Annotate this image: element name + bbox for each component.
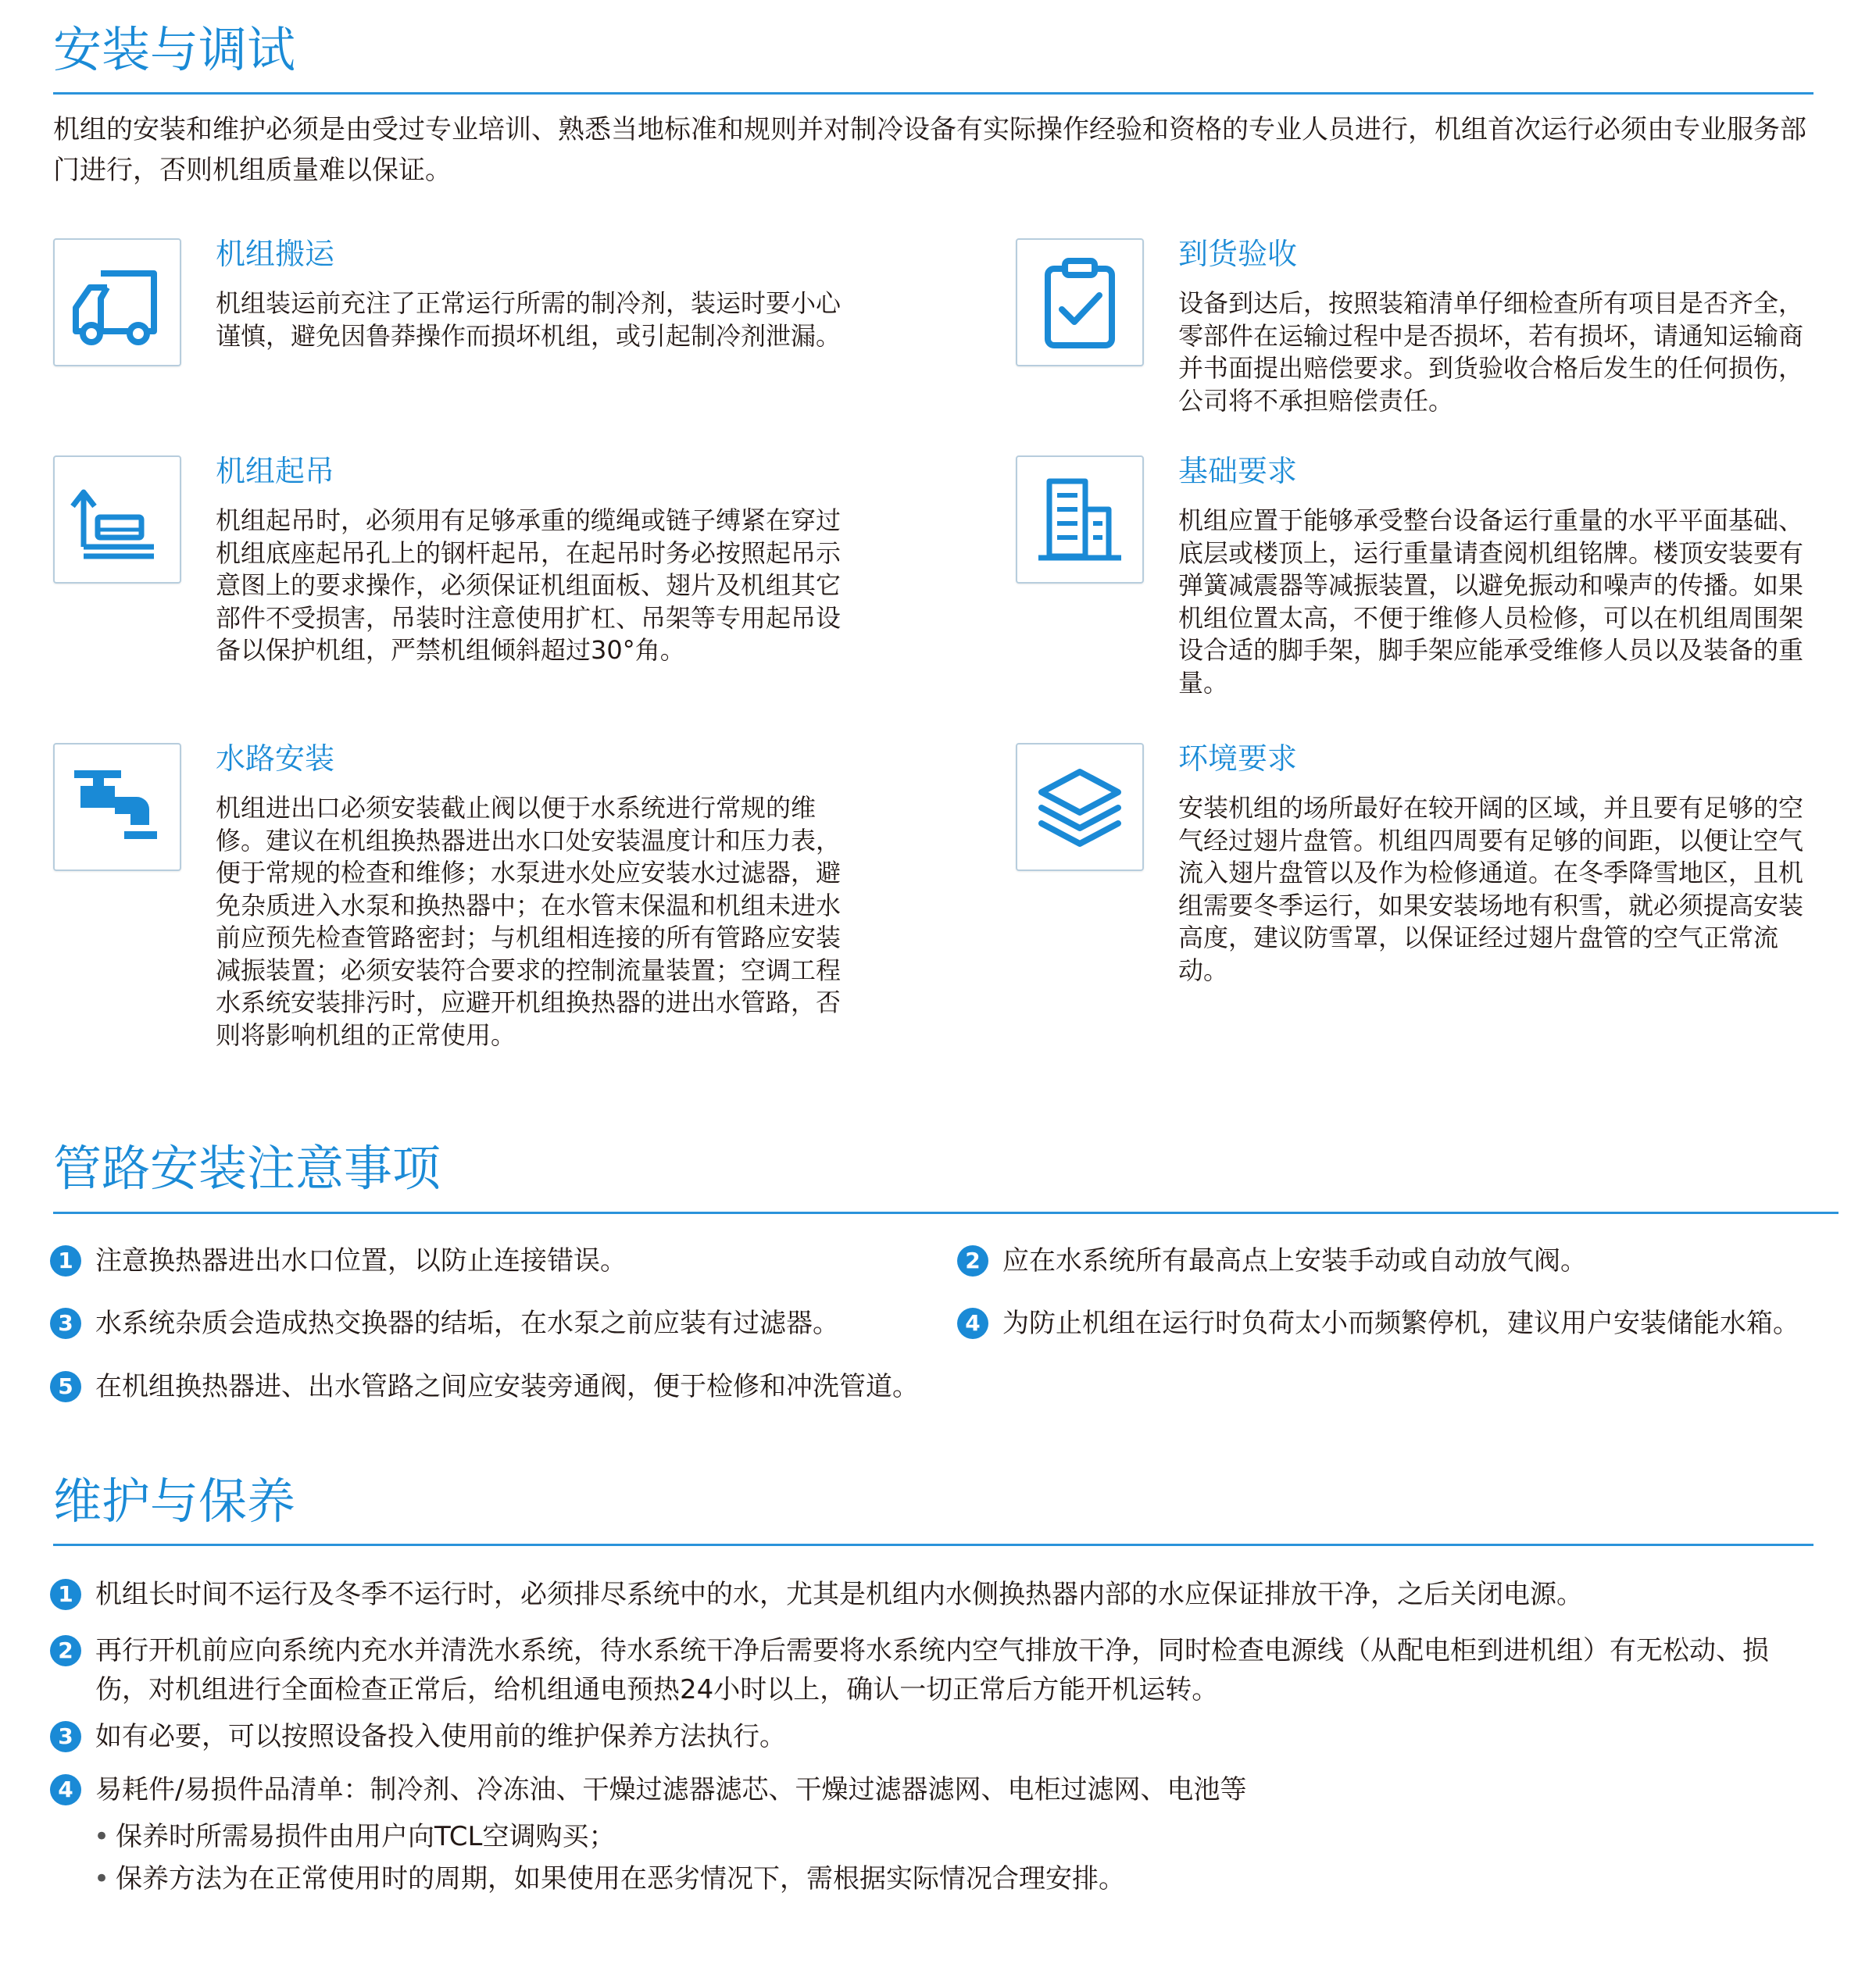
number-badge: 4 (957, 1308, 988, 1339)
list-item: 4 易耗件/易损件品清单：制冷剂、冷冻油、干燥过滤器滤芯、干燥过滤器滤网、电柜过滤网、电池等 (50, 1770, 1816, 1809)
bullet-item: • 保养时所需易损件由用户向TCL空调购买； (94, 1821, 616, 1852)
list-item: 3 水系统杂质会造成热交换器的结垢，在水泵之前应装有过滤器。 (50, 1304, 949, 1343)
list-item: 2 应在水系统所有最高点上安装手动或自动放气阀。 (957, 1241, 1856, 1280)
section-title-piping: 管路安装注意事项 (53, 1140, 441, 1197)
card-body-transport: 机组装运前充注了正常运行所需的制冷剂，装运时要小心谨慎，避免因鲁莽操作而损坏机组，或引起制冷剂泄漏。 (216, 288, 842, 351)
hoist-icon (53, 455, 181, 584)
number-badge: 3 (50, 1308, 81, 1339)
section-title-maintenance: 维护与保养 (53, 1473, 296, 1530)
list-item: 5 在机组换热器进、出水管路之间应安装旁通阀，便于检修和冲洗管道。 (50, 1367, 1222, 1406)
card-title-foundation: 基础要求 (1178, 454, 1298, 488)
number-badge: 1 (50, 1579, 81, 1610)
card-body-foundation: 机组应置于能够承受整台设备运行重量的水平平面基础、底层或楼顶上，运行重量请查阅机组铭牌。楼顶安装要有弹簧减震器等减振装置，以避免振动和噪声的传播。如果机组位置太高，不便于维修人员检修，可以在机组周围架设合适的脚手架，脚手架应能承受维修人员以及装备的重量。 (1178, 505, 1804, 698)
section-divider (53, 1544, 1813, 1546)
number-badge: 2 (50, 1635, 81, 1666)
section-divider (53, 92, 1813, 95)
card-title-environment: 环境要求 (1178, 741, 1298, 776)
number-badge: 4 (50, 1774, 81, 1805)
list-item: 1 注意换热器进出水口位置，以防止连接错误。 (50, 1241, 949, 1280)
section-title-install: 安装与调试 (53, 21, 296, 78)
card-body-lifting: 机组起吊时，必须用有足够承重的缆绳或链子缚紧在穿过机组底座起吊孔上的钢杆起吊，在起吊时务必按照起吊示意图上的要求操作，必须保证机组面板、翅片及机组其它部件不受损害，吊装时注意使用扩杠、吊架等专用起吊设备以保护机组，严禁机组倾斜超过30°角。 (216, 505, 842, 665)
intro-paragraph: 机组的安装和维护必须是由受过专业培训、熟悉当地标准和规则并对制冷设备有实际操作经验和资格的专业人员进行，机组首次运行必须由专业服务部门进行，否则机组质量难以保证。 (53, 114, 1806, 186)
pipe-icon (53, 743, 181, 871)
clipboard-check-icon (1016, 238, 1144, 366)
section-divider (53, 1212, 1838, 1214)
card-title-lifting: 机组起吊 (216, 454, 335, 488)
card-title-transport: 机组搬运 (216, 237, 335, 271)
list-item: 1 机组长时间不运行及冬季不运行时，必须排尽系统中的水，尤其是机组内水侧换热器内部的水应保证排放干净，之后关闭电源。 (50, 1575, 1831, 1614)
list-item: 2 再行开机前应向系统内充水并清洗水系统，待水系统干净后需要将水系统内空气排放干净，同时检查电源线（从配电柜到进机组）有无松动、损伤，对机组进行全面检查正常后，给机组通电预热24小时以上，确认一切正常后方能开机运转。 (50, 1631, 1816, 1709)
number-badge: 2 (957, 1245, 988, 1277)
list-item: 3 如有必要，可以按照设备投入使用前的维护保养方法执行。 (50, 1717, 1816, 1756)
card-body-acceptance: 设备到达后，按照装箱清单仔细检查所有项目是否齐全，零部件在运输过程中是否损坏，若有损坏，请通知运输商并书面提出赔偿要求。到货验收合格后发生的任何损伤，公司将不承担赔偿责任。 (1178, 288, 1804, 416)
card-title-acceptance: 到货验收 (1178, 237, 1298, 271)
number-badge: 5 (50, 1371, 81, 1402)
truck-icon (53, 238, 181, 366)
card-title-waterline: 水路安装 (216, 741, 335, 776)
card-body-environment: 安装机组的场所最好在较开阔的区域，并且要有足够的空气经过翅片盘管。机组四周要有足够的间距，以便让空气流入翅片盘管以及作为检修通道。在冬季降雪地区，且机组需要冬季运行，如果安装场地有积雪，就必须提高安装高度，建议防雪罩，以保证经过翅片盘管的空气正常流动。 (1178, 793, 1804, 985)
card-body-waterline: 机组进出口必须安装截止阀以便于水系统进行常规的维修。建议在机组换热器进出水口处安装温度计和压力表，便于常规的检查和维修；水泵进水处应安装水过滤器，避免杂质进入水泵和换热器中；在水管末保温和机组未进水前应预先检查管路密封；与机组相连接的所有管路应安装减振装置；必须安装符合要求的控制流量装置；空调工程水系统安装排污时，应避开机组换热器的进出水管路，否则将影响机组的正常使用。 (216, 793, 842, 1050)
list-item: 4 为防止机组在运行时负荷太小而频繁停机，建议用户安装储能水箱。 (957, 1304, 1856, 1343)
number-badge: 1 (50, 1245, 81, 1277)
number-badge: 3 (50, 1721, 81, 1752)
building-icon (1016, 455, 1144, 584)
layers-icon (1016, 743, 1144, 871)
bullet-item: • 保养方法为在正常使用时的周期，如果使用在恶劣情况下，需根据实际情况合理安排。 (94, 1863, 1125, 1894)
